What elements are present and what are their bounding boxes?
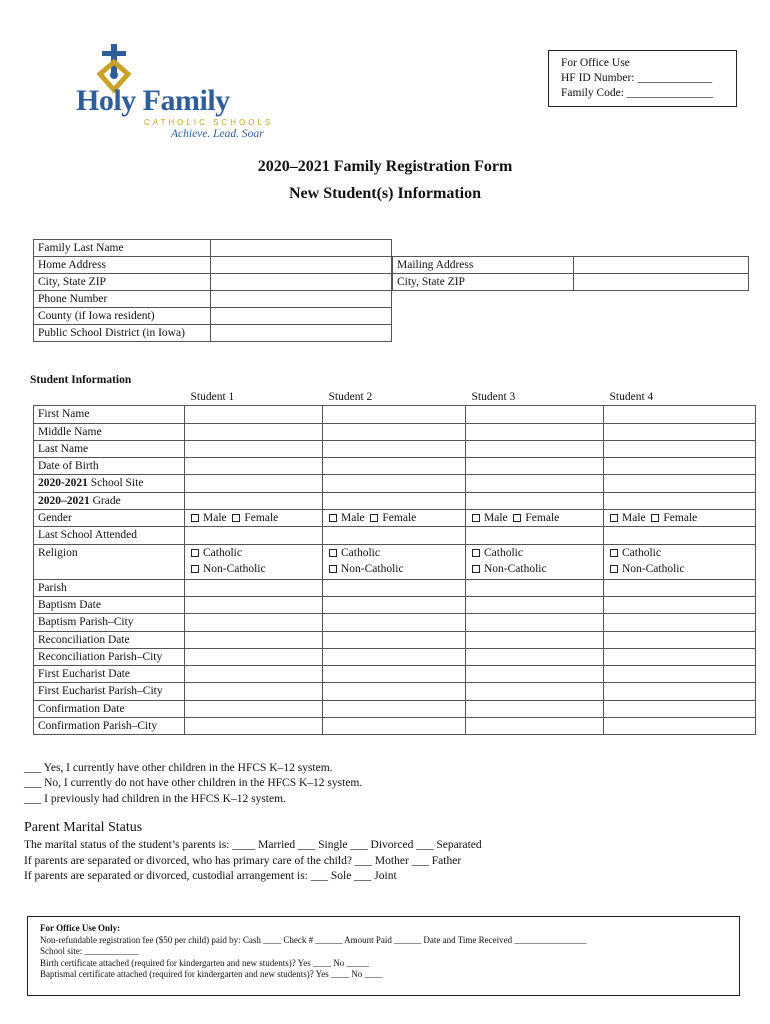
table-cell[interactable] <box>323 666 466 683</box>
table-cell[interactable] <box>604 440 756 457</box>
table-cell[interactable] <box>185 527 323 544</box>
mailing-city-label: City, State ZIP <box>393 274 574 291</box>
family-info-table <box>33 239 392 342</box>
sacrament-field-label: Confirmation Date <box>34 700 185 717</box>
table-cell[interactable] <box>323 648 466 665</box>
catholic-checkbox[interactable] <box>610 549 618 557</box>
sacrament-field-label: Reconciliation Date <box>34 631 185 648</box>
religion-cell <box>323 544 466 579</box>
gender-cell <box>323 510 466 527</box>
table-cell[interactable] <box>466 406 604 423</box>
table-cell[interactable] <box>323 423 466 440</box>
birth-cert-line[interactable]: Birth certificate attached (required for kindergarten and new students)? Yes ____ No _____ <box>40 957 369 968</box>
table-cell[interactable] <box>466 423 604 440</box>
table-row <box>34 683 756 700</box>
custodial-line[interactable]: If parents are separated or divorced, custodial arrangement is: ___ Sole ___ Joint <box>24 870 397 882</box>
gender-cell <box>604 510 756 527</box>
catholic-checkbox[interactable] <box>191 549 199 557</box>
table-cell[interactable] <box>604 492 756 509</box>
table-cell[interactable] <box>604 596 756 613</box>
hf-id-field[interactable]: HF ID Number: _____________ <box>561 72 713 84</box>
fee-line[interactable]: Non-refundable registration fee ($50 per child) paid by: Cash ____ Check # ______ Amount Paid ______ Date and Time Received ________________ <box>40 934 587 945</box>
mailing-address-label: Mailing Address <box>393 257 574 274</box>
marital-status-line[interactable]: The marital status of the student’s parents is: ____ Married ___ Single ___ Divorced ___ Separated <box>24 839 482 851</box>
primary-care-line[interactable]: If parents are separated or divorced, who has primary care of the child? ___ Mother ___ Father <box>24 854 462 867</box>
table-cell[interactable] <box>604 631 756 648</box>
gender-cell <box>185 510 323 527</box>
table-cell[interactable] <box>466 648 604 665</box>
female-checkbox[interactable] <box>232 514 240 522</box>
school-logo <box>74 44 304 144</box>
logo-tagline: Achieve. Lead. Soar <box>171 128 264 140</box>
student-info-heading: Student Information <box>30 374 132 386</box>
table-cell[interactable] <box>323 614 466 631</box>
school-site-label: 2020-2021 School Site <box>34 475 185 492</box>
non-catholic-label: Non-Catholic <box>203 562 266 575</box>
catholic-checkbox[interactable] <box>329 549 337 557</box>
office-use-heading: For Office Use <box>561 57 630 69</box>
religion-cell <box>185 544 323 579</box>
family-code-field[interactable]: Family Code: _______________ <box>561 87 714 99</box>
table-cell[interactable] <box>185 423 323 440</box>
male-checkbox[interactable] <box>191 514 199 522</box>
table-row <box>34 458 756 475</box>
table-cell[interactable] <box>466 614 604 631</box>
home-address-label: Home Address <box>34 257 211 274</box>
table-cell[interactable] <box>604 700 756 717</box>
table-row <box>34 579 756 596</box>
office-only-heading: For Office Use Only: <box>40 923 121 933</box>
table-cell[interactable] <box>185 596 323 613</box>
option-yes-current[interactable]: ___ Yes, I currently have other children in the HFCS K–12 system. <box>24 762 333 774</box>
non-catholic-label: Non-Catholic <box>484 562 547 575</box>
table-row <box>34 440 756 457</box>
last-school-label: Last School Attended <box>34 527 185 544</box>
table-cell[interactable] <box>185 700 323 717</box>
student-field-label: Last Name <box>34 440 185 457</box>
religion-label: Religion <box>34 544 185 579</box>
logo-brand-text: Holy Family <box>76 84 230 117</box>
table-row <box>34 631 756 648</box>
female-checkbox[interactable] <box>370 514 378 522</box>
student-info-table <box>33 389 756 735</box>
mailing-address-input[interactable] <box>574 257 749 274</box>
table-cell[interactable] <box>604 666 756 683</box>
table-cell[interactable] <box>185 718 323 735</box>
sacrament-field-label: First Eucharist Date <box>34 666 185 683</box>
table-cell[interactable] <box>604 648 756 665</box>
table-cell[interactable] <box>323 631 466 648</box>
student-2-header: Student 2 <box>328 391 373 403</box>
table-cell[interactable] <box>185 406 323 423</box>
table-cell[interactable] <box>323 718 466 735</box>
header-spacer <box>34 389 185 406</box>
county-input[interactable] <box>211 308 392 325</box>
sacrament-field-label: Parish <box>34 579 185 596</box>
city-state-zip-input[interactable] <box>211 274 392 291</box>
table-cell[interactable] <box>466 700 604 717</box>
table-cell[interactable] <box>185 458 323 475</box>
female-checkbox[interactable] <box>513 514 521 522</box>
table-cell[interactable] <box>185 648 323 665</box>
table-cell[interactable] <box>466 596 604 613</box>
table-cell[interactable] <box>466 492 604 509</box>
student-1-header: Student 1 <box>190 391 235 403</box>
male-checkbox[interactable] <box>610 514 618 522</box>
marital-status-section <box>24 838 482 885</box>
sacrament-field-label: First Eucharist Parish–City <box>34 683 185 700</box>
religion-cell <box>466 544 604 579</box>
mailing-address-table <box>392 256 749 291</box>
male-label: Male <box>341 512 365 525</box>
student-field-label: Date of Birth <box>34 458 185 475</box>
sacrament-field-label: Baptism Date <box>34 596 185 613</box>
catholic-label: Catholic <box>341 546 380 559</box>
table-row <box>34 700 756 717</box>
female-label: Female <box>382 512 417 525</box>
table-cell[interactable] <box>604 579 756 596</box>
marital-status-heading: Parent Marital Status <box>24 820 143 835</box>
table-cell[interactable] <box>185 614 323 631</box>
table-cell[interactable] <box>604 614 756 631</box>
phone-number-label: Phone Number <box>34 291 211 308</box>
family-last-name-label: Family Last Name <box>34 240 211 257</box>
table-cell[interactable] <box>323 458 466 475</box>
table-row <box>34 406 756 423</box>
table-cell[interactable] <box>323 492 466 509</box>
catholic-checkbox[interactable] <box>472 549 480 557</box>
form-subtitle: New Student(s) Information <box>289 185 481 202</box>
student-field-label: Middle Name <box>34 423 185 440</box>
office-use-box <box>548 50 737 107</box>
non-catholic-checkbox[interactable] <box>472 565 480 573</box>
student-3-header: Student 3 <box>471 391 516 403</box>
male-checkbox[interactable] <box>329 514 337 522</box>
non-catholic-checkbox[interactable] <box>329 565 337 573</box>
form-title: 2020–2021 Family Registration Form <box>257 158 513 175</box>
table-cell[interactable] <box>604 423 756 440</box>
table-cell[interactable] <box>185 475 323 492</box>
gender-cell <box>466 510 604 527</box>
male-label: Male <box>622 512 646 525</box>
male-label: Male <box>203 512 227 525</box>
catholic-label: Catholic <box>622 546 661 559</box>
sacrament-field-label: Reconciliation Parish–City <box>34 648 185 665</box>
table-cell[interactable] <box>466 718 604 735</box>
table-cell[interactable] <box>323 579 466 596</box>
religion-cell <box>604 544 756 579</box>
gender-label: Gender <box>34 510 185 527</box>
student-4-header: Student 4 <box>609 391 654 403</box>
non-catholic-label: Non-Catholic <box>341 562 404 575</box>
table-cell[interactable] <box>604 683 756 700</box>
mailing-city-input[interactable] <box>574 274 749 291</box>
male-label: Male <box>484 512 508 525</box>
female-checkbox[interactable] <box>651 514 659 522</box>
catholic-label: Catholic <box>203 546 242 559</box>
children-options <box>24 761 362 807</box>
grade-label: 2020–2021 Grade <box>34 492 185 509</box>
option-no-current[interactable]: ___ No, I currently do not have other children in the HFCS K–12 system. <box>24 777 363 790</box>
male-checkbox[interactable] <box>472 514 480 522</box>
student-field-label: First Name <box>34 406 185 423</box>
table-cell[interactable] <box>604 718 756 735</box>
table-cell[interactable] <box>323 475 466 492</box>
table-row <box>34 423 756 440</box>
sacrament-field-label: Confirmation Parish–City <box>34 718 185 735</box>
table-row <box>34 596 756 613</box>
school-district-input[interactable] <box>211 325 392 342</box>
table-cell[interactable] <box>323 700 466 717</box>
table-cell[interactable] <box>185 579 323 596</box>
table-cell[interactable] <box>604 527 756 544</box>
option-previously[interactable]: ___ I previously had children in the HFCS K–12 system. <box>24 792 286 805</box>
table-cell[interactable] <box>185 683 323 700</box>
non-catholic-label: Non-Catholic <box>622 562 685 575</box>
county-label: County (if Iowa resident) <box>34 308 211 325</box>
table-cell[interactable] <box>323 406 466 423</box>
table-cell[interactable] <box>185 666 323 683</box>
family-last-name-input[interactable] <box>211 240 392 257</box>
office-use-only-box <box>27 916 740 996</box>
non-catholic-checkbox[interactable] <box>191 565 199 573</box>
table-row <box>34 614 756 631</box>
phone-number-input[interactable] <box>211 291 392 308</box>
sacrament-field-label: Baptism Parish–City <box>34 614 185 631</box>
table-cell[interactable] <box>323 596 466 613</box>
table-row <box>34 666 756 683</box>
non-catholic-checkbox[interactable] <box>610 565 618 573</box>
table-cell[interactable] <box>604 406 756 423</box>
table-cell[interactable] <box>466 527 604 544</box>
table-cell[interactable] <box>323 527 466 544</box>
table-cell[interactable] <box>466 475 604 492</box>
baptismal-cert-line[interactable]: Baptismal certificate attached (required for kindergarten and new students)? Yes ____ No ____ <box>40 969 383 979</box>
city-state-zip-label: City, State ZIP <box>34 274 211 291</box>
table-cell[interactable] <box>466 440 604 457</box>
table-row <box>34 718 756 735</box>
logo-subtitle: CATHOLIC SCHOOLS <box>144 118 274 127</box>
table-cell[interactable] <box>185 440 323 457</box>
table-row <box>34 648 756 665</box>
catholic-label: Catholic <box>484 546 523 559</box>
school-site-line[interactable]: School site: ____________ <box>40 946 139 956</box>
female-label: Female <box>244 512 279 525</box>
female-label: Female <box>525 512 560 525</box>
table-cell[interactable] <box>466 666 604 683</box>
school-district-label: Public School District (in Iowa) <box>34 325 211 342</box>
table-cell[interactable] <box>604 475 756 492</box>
table-cell[interactable] <box>466 683 604 700</box>
table-cell[interactable] <box>604 458 756 475</box>
table-cell[interactable] <box>185 492 323 509</box>
table-cell[interactable] <box>185 631 323 648</box>
table-cell[interactable] <box>323 683 466 700</box>
table-cell[interactable] <box>466 458 604 475</box>
table-cell[interactable] <box>323 440 466 457</box>
female-label: Female <box>663 512 698 525</box>
table-cell[interactable] <box>466 579 604 596</box>
home-address-input[interactable] <box>211 257 392 274</box>
table-cell[interactable] <box>466 631 604 648</box>
